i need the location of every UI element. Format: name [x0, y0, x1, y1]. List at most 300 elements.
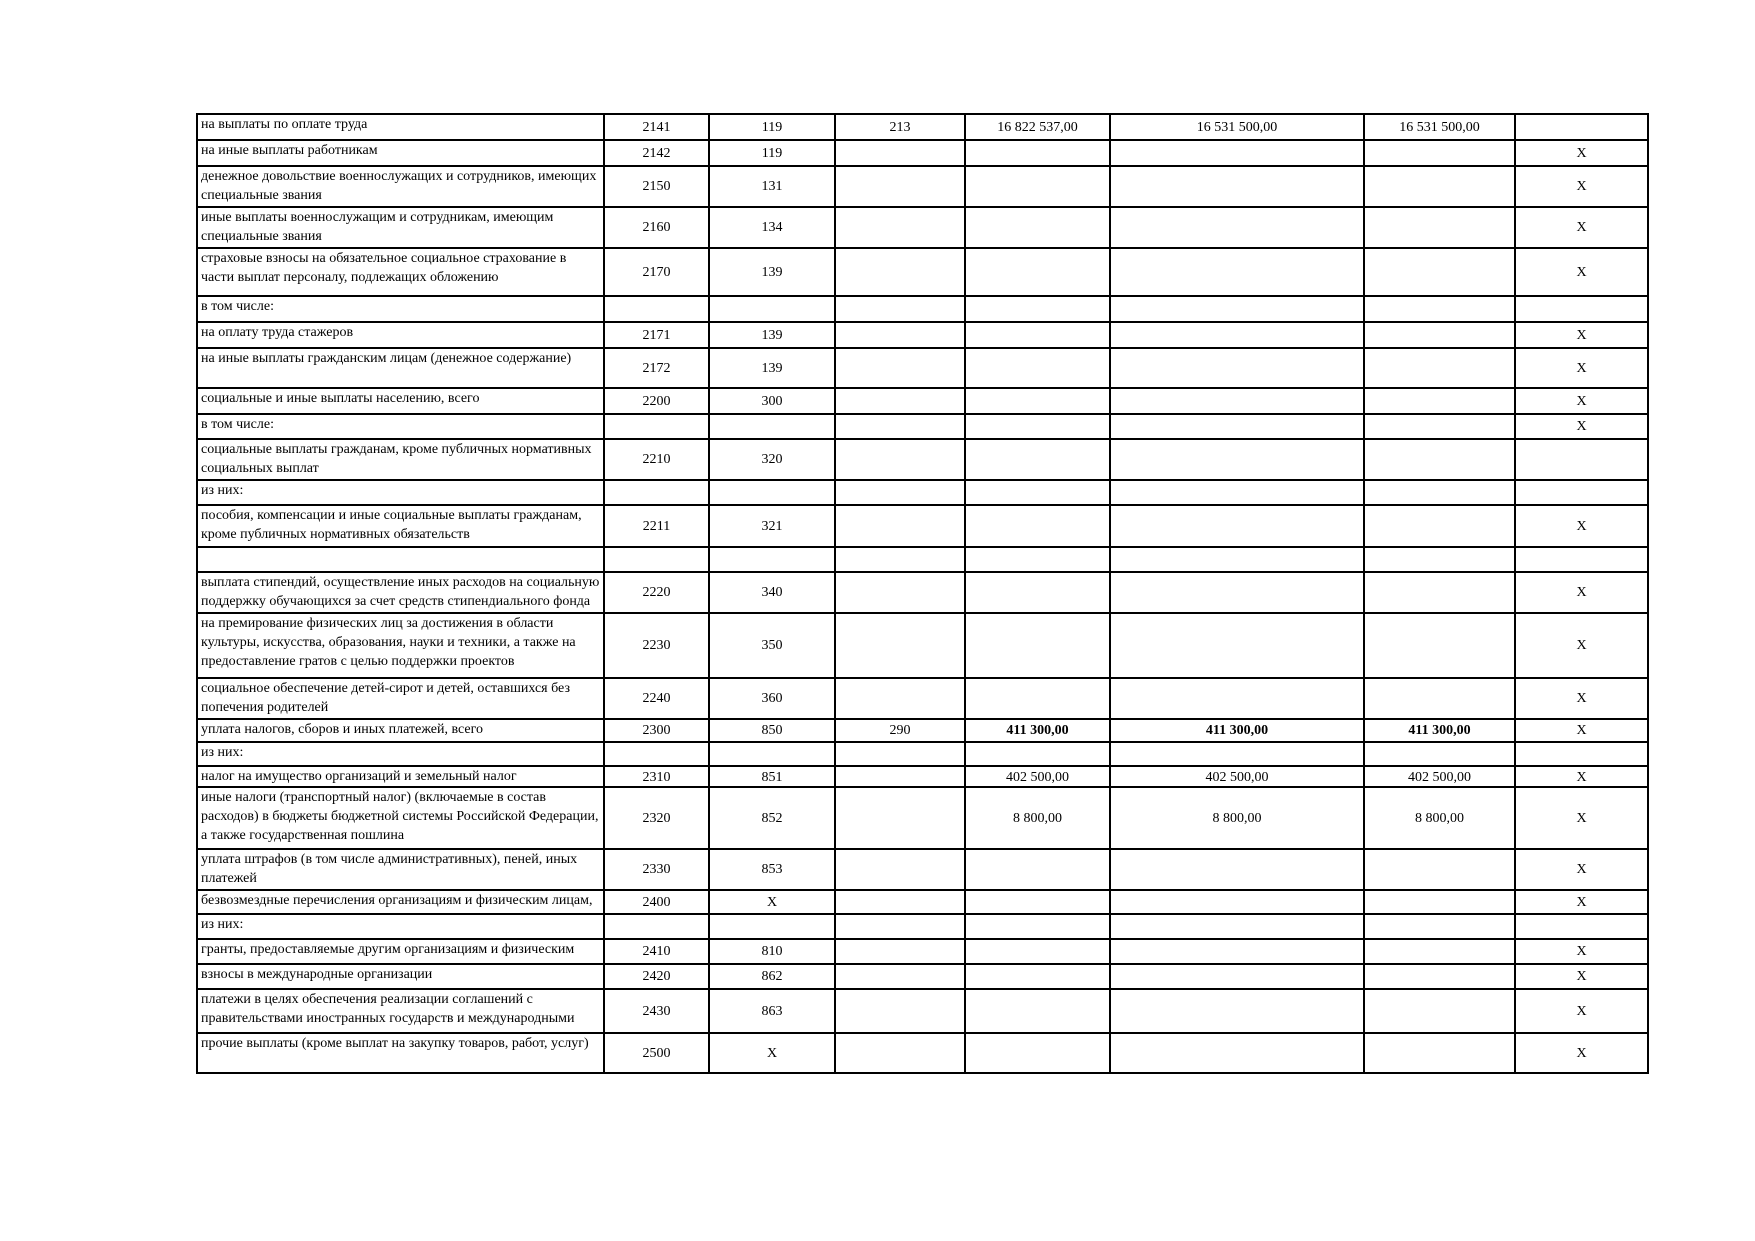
row-year1-cell	[965, 388, 1110, 414]
row-year2-cell	[1110, 849, 1364, 890]
row-code-cell	[604, 348, 709, 388]
row-kbk-cell	[709, 414, 835, 439]
row-code-cell	[604, 296, 709, 322]
table-row	[197, 572, 1648, 613]
row-year3-cell	[1364, 388, 1515, 414]
row-name-cell	[197, 114, 604, 140]
row-year3-cell	[1364, 742, 1515, 766]
row-kbk-text: 360	[761, 691, 783, 706]
row-year2-cell	[1110, 1033, 1364, 1073]
row-code-cell	[604, 719, 709, 742]
row-kbk-text: X	[766, 894, 778, 910]
row-name-cell	[197, 207, 604, 248]
row-year2-cell	[1110, 505, 1364, 547]
row-year2-cell	[1110, 166, 1364, 207]
row-mark-cell	[1515, 207, 1648, 248]
row-code-text: 2142	[642, 145, 671, 161]
table-row	[197, 439, 1648, 480]
row-year2-cell	[1110, 787, 1364, 849]
row-name-text: налог на имущество организаций и земельный налог	[201, 769, 517, 784]
row-name-cell	[197, 439, 604, 480]
row-kosgu-cell	[835, 439, 965, 480]
row-mark-cell	[1515, 964, 1648, 989]
row-year2-cell	[1110, 719, 1364, 742]
row-mark-cell	[1515, 439, 1648, 480]
row-name-text: пособия, компенсации и иные социальные выплаты гражданам, кроме публичных нормативных обязательств	[201, 508, 582, 542]
row-kbk-text: 131	[761, 179, 783, 194]
row-mark-cell	[1515, 678, 1648, 719]
row-name-cell	[197, 787, 604, 849]
row-mark-text: X	[1576, 419, 1587, 434]
row-name-cell	[197, 322, 604, 348]
row-year2-cell	[1110, 766, 1364, 787]
row-code-text: 2410	[642, 944, 671, 959]
row-kbk-cell	[709, 348, 835, 388]
row-kbk-cell	[709, 140, 835, 166]
table-row	[197, 480, 1648, 505]
row-year3-cell	[1364, 140, 1515, 166]
row-code-text: 2230	[642, 638, 671, 653]
row-name-text: страховые взносы на обязательное социальное страхование в части выплат персоналу, подлежащих обложению	[201, 251, 567, 285]
row-mark-cell	[1515, 613, 1648, 678]
row-kbk-cell	[709, 890, 835, 914]
row-name-text: на выплаты по оплате труда	[201, 117, 368, 132]
row-year1-cell	[965, 207, 1110, 248]
row-kosgu-cell	[835, 849, 965, 890]
row-mark-text: X	[1576, 145, 1587, 161]
row-code-text: 2220	[642, 585, 671, 600]
row-kbk-text: 300	[761, 393, 783, 409]
row-code-cell	[604, 166, 709, 207]
row-kbk-cell	[709, 572, 835, 613]
row-kosgu-cell	[835, 166, 965, 207]
row-year3-text: 8 800,00	[1415, 810, 1464, 826]
row-year2-cell	[1110, 914, 1364, 939]
table-row	[197, 505, 1648, 547]
row-mark-text: X	[1576, 691, 1587, 706]
row-kosgu-cell	[835, 348, 965, 388]
row-year1-cell	[965, 742, 1110, 766]
table-row	[197, 939, 1648, 964]
row-year1-cell	[965, 348, 1110, 388]
row-kosgu-text: 213	[889, 119, 911, 135]
row-kosgu-cell	[835, 914, 965, 939]
row-name-cell	[197, 939, 604, 964]
financial-plan-table	[196, 113, 1649, 1074]
row-year2-cell	[1110, 547, 1364, 572]
row-name-text: на премирование физических лиц за достижения в области культуры, искусства, образования, науки и техники, а также на предоставление гратов с целью поддержки проектов	[201, 616, 576, 669]
row-year1-cell	[965, 719, 1110, 742]
row-year3-cell	[1364, 114, 1515, 140]
row-mark-cell	[1515, 480, 1648, 505]
table-row	[197, 1033, 1648, 1073]
row-mark-text: X	[1576, 179, 1587, 194]
row-year1-cell	[965, 505, 1110, 547]
row-code-text: 2400	[642, 894, 671, 910]
row-kbk-cell	[709, 766, 835, 787]
row-code-cell	[604, 439, 709, 480]
table-row	[197, 114, 1648, 140]
row-name-text: взносы в международные организации	[201, 967, 433, 982]
row-name-text: выплата стипендий, осуществление иных расходов на социальную поддержку обучающихся за счет средств стипендиального фонда	[201, 575, 600, 609]
row-code-cell	[604, 414, 709, 439]
row-year3-text: 402 500,00	[1408, 769, 1471, 785]
row-code-text: 2430	[642, 1003, 671, 1019]
row-code-cell	[604, 890, 709, 914]
row-name-cell	[197, 348, 604, 388]
row-kbk-text: 851	[761, 769, 783, 785]
row-year1-cell	[965, 414, 1110, 439]
row-mark-text: X	[1576, 969, 1587, 984]
row-year2-cell	[1110, 480, 1364, 505]
row-code-text: 2200	[642, 393, 671, 409]
row-name-cell	[197, 296, 604, 322]
row-kosgu-cell	[835, 766, 965, 787]
document-page	[196, 113, 1649, 1074]
row-name-cell	[197, 766, 604, 787]
row-year1-cell	[965, 939, 1110, 964]
table-row	[197, 742, 1648, 766]
row-year3-cell	[1364, 787, 1515, 849]
row-year2-cell	[1110, 890, 1364, 914]
row-name-text: уплата штрафов (в том числе административных), пеней, иных платежей	[201, 852, 578, 886]
row-year3-cell	[1364, 547, 1515, 572]
row-year2-cell	[1110, 678, 1364, 719]
row-kbk-text: 350	[761, 638, 783, 653]
row-name-cell	[197, 505, 604, 547]
row-year2-cell	[1110, 388, 1364, 414]
row-kbk-cell	[709, 480, 835, 505]
row-kbk-cell	[709, 296, 835, 322]
row-year3-cell	[1364, 849, 1515, 890]
row-mark-text: X	[1576, 220, 1587, 235]
row-mark-text: X	[1576, 638, 1587, 653]
row-kbk-cell	[709, 322, 835, 348]
row-kbk-text: 119	[761, 119, 783, 135]
row-mark-text: X	[1576, 1003, 1587, 1019]
row-kbk-cell	[709, 787, 835, 849]
row-year2-cell	[1110, 439, 1364, 480]
row-year1-cell	[965, 322, 1110, 348]
row-code-text: 2170	[642, 264, 671, 280]
row-code-cell	[604, 140, 709, 166]
row-kbk-cell	[709, 914, 835, 939]
row-code-text: 2310	[642, 769, 671, 785]
row-mark-text: X	[1576, 894, 1587, 910]
row-code-cell	[604, 505, 709, 547]
row-name-cell	[197, 248, 604, 296]
row-year3-cell	[1364, 439, 1515, 480]
row-kbk-text: 320	[761, 452, 783, 467]
row-mark-text: X	[1576, 360, 1587, 376]
row-year1-cell	[965, 547, 1110, 572]
row-year3-cell	[1364, 989, 1515, 1033]
row-year1-cell	[965, 890, 1110, 914]
row-year1-cell	[965, 248, 1110, 296]
table-row	[197, 766, 1648, 787]
row-year1-text: 411 300,00	[1006, 723, 1069, 738]
row-mark-text: X	[1576, 1045, 1587, 1061]
row-name-text: в том числе:	[201, 417, 274, 432]
row-year3-cell	[1364, 166, 1515, 207]
row-year1-cell	[965, 114, 1110, 140]
row-name-cell	[197, 890, 604, 914]
row-mark-text: X	[1576, 723, 1587, 738]
row-code-cell	[604, 248, 709, 296]
table-row	[197, 207, 1648, 248]
row-mark-cell	[1515, 890, 1648, 914]
row-kbk-cell	[709, 505, 835, 547]
row-year1-cell	[965, 480, 1110, 505]
row-kosgu-cell	[835, 890, 965, 914]
row-name-cell	[197, 719, 604, 742]
row-kbk-cell	[709, 388, 835, 414]
row-kbk-cell	[709, 989, 835, 1033]
row-mark-cell	[1515, 989, 1648, 1033]
row-kbk-cell	[709, 613, 835, 678]
row-year2-cell	[1110, 989, 1364, 1033]
table-row	[197, 914, 1648, 939]
row-year3-cell	[1364, 207, 1515, 248]
row-mark-cell	[1515, 766, 1648, 787]
row-name-text: на оплату труда стажеров	[201, 325, 354, 340]
table-row	[197, 166, 1648, 207]
table-row	[197, 414, 1648, 439]
row-mark-cell	[1515, 166, 1648, 207]
row-kbk-cell	[709, 547, 835, 572]
row-kosgu-cell	[835, 140, 965, 166]
row-kbk-cell	[709, 964, 835, 989]
row-year2-text: 16 531 500,00	[1196, 119, 1278, 135]
table-row	[197, 678, 1648, 719]
row-code-cell	[604, 989, 709, 1033]
row-year2-cell	[1110, 348, 1364, 388]
row-kosgu-cell	[835, 480, 965, 505]
row-name-cell	[197, 914, 604, 939]
row-year3-cell	[1364, 572, 1515, 613]
row-kbk-cell	[709, 439, 835, 480]
row-year2-cell	[1110, 572, 1364, 613]
row-mark-cell	[1515, 388, 1648, 414]
row-year3-cell	[1364, 964, 1515, 989]
row-mark-cell	[1515, 572, 1648, 613]
row-code-cell	[604, 572, 709, 613]
table-row	[197, 964, 1648, 989]
row-mark-cell	[1515, 787, 1648, 849]
row-code-text: 2420	[642, 969, 671, 984]
table-row	[197, 140, 1648, 166]
row-kbk-cell	[709, 719, 835, 742]
row-year1-cell	[965, 140, 1110, 166]
row-year3-cell	[1364, 322, 1515, 348]
row-year2-text: 8 800,00	[1212, 810, 1262, 826]
row-kosgu-cell	[835, 1033, 965, 1073]
row-mark-cell	[1515, 348, 1648, 388]
row-mark-text: X	[1576, 944, 1587, 959]
row-code-cell	[604, 964, 709, 989]
row-year3-cell	[1364, 1033, 1515, 1073]
row-year2-cell	[1110, 248, 1364, 296]
row-mark-cell	[1515, 742, 1648, 766]
row-code-cell	[604, 207, 709, 248]
row-mark-text: X	[1576, 327, 1587, 343]
row-kbk-text: 340	[761, 585, 783, 600]
row-mark-text: X	[1576, 769, 1587, 785]
row-mark-text: X	[1576, 393, 1587, 409]
row-kosgu-cell	[835, 678, 965, 719]
row-code-cell	[604, 678, 709, 719]
row-code-cell	[604, 742, 709, 766]
row-year3-cell	[1364, 248, 1515, 296]
row-kbk-cell	[709, 678, 835, 719]
row-kbk-text: 119	[761, 145, 783, 161]
row-mark-text: X	[1576, 518, 1587, 534]
row-kosgu-cell	[835, 572, 965, 613]
row-name-text: социальное обеспечение детей-сирот и детей, оставшихся без попечения родителей	[201, 681, 570, 715]
row-code-cell	[604, 766, 709, 787]
row-mark-text: X	[1576, 862, 1587, 877]
row-year2-cell	[1110, 140, 1364, 166]
row-year3-cell	[1364, 613, 1515, 678]
row-code-cell	[604, 547, 709, 572]
row-kbk-cell	[709, 114, 835, 140]
row-year3-cell	[1364, 939, 1515, 964]
row-kbk-cell	[709, 248, 835, 296]
table-row	[197, 248, 1648, 296]
row-year1-cell	[965, 989, 1110, 1033]
row-year2-cell	[1110, 742, 1364, 766]
row-mark-cell	[1515, 414, 1648, 439]
row-kbk-text: 139	[761, 327, 783, 343]
row-kosgu-cell	[835, 547, 965, 572]
row-code-text: 2211	[642, 518, 671, 534]
row-kbk-text: 139	[761, 264, 783, 280]
row-year3-cell	[1364, 296, 1515, 322]
row-name-text: на иные выплаты работникам	[201, 143, 378, 158]
row-year1-text: 16 822 537,00	[997, 119, 1078, 135]
row-kbk-cell	[709, 1033, 835, 1073]
row-name-text: из них:	[201, 917, 244, 932]
row-code-cell	[604, 914, 709, 939]
row-year1-cell	[965, 613, 1110, 678]
row-kosgu-cell	[835, 414, 965, 439]
row-kbk-cell	[709, 166, 835, 207]
row-code-cell	[604, 322, 709, 348]
row-year1-cell	[965, 849, 1110, 890]
row-name-cell	[197, 547, 604, 572]
row-kbk-cell	[709, 939, 835, 964]
row-mark-cell	[1515, 505, 1648, 547]
row-year3-cell	[1364, 480, 1515, 505]
row-kosgu-cell	[835, 322, 965, 348]
row-mark-text: X	[1576, 810, 1587, 826]
row-year2-cell	[1110, 296, 1364, 322]
row-kosgu-cell	[835, 989, 965, 1033]
row-mark-cell	[1515, 719, 1648, 742]
row-year2-cell	[1110, 114, 1364, 140]
row-year2-cell	[1110, 939, 1364, 964]
row-mark-cell	[1515, 914, 1648, 939]
row-code-cell	[604, 388, 709, 414]
row-year1-text: 8 800,00	[1013, 810, 1062, 826]
row-kbk-text: 139	[761, 360, 783, 376]
row-code-cell	[604, 939, 709, 964]
row-kbk-text: 862	[761, 969, 783, 984]
row-code-text: 2171	[642, 327, 671, 343]
row-mark-cell	[1515, 547, 1648, 572]
row-year2-cell	[1110, 322, 1364, 348]
row-code-cell	[604, 114, 709, 140]
row-code-text: 2240	[642, 691, 671, 706]
row-mark-cell	[1515, 939, 1648, 964]
row-kosgu-cell	[835, 296, 965, 322]
row-code-cell	[604, 849, 709, 890]
row-kosgu-cell	[835, 505, 965, 547]
row-name-cell	[197, 414, 604, 439]
row-mark-text: X	[1576, 585, 1587, 600]
row-kbk-text: 853	[761, 862, 783, 877]
row-year2-cell	[1110, 964, 1364, 989]
row-year1-cell	[965, 787, 1110, 849]
row-code-text: 2500	[642, 1045, 671, 1061]
row-name-text: иные выплаты военнослужащим и сотрудникам, имеющим специальные звания	[201, 210, 554, 244]
row-kosgu-cell	[835, 248, 965, 296]
row-code-text: 2320	[642, 810, 671, 826]
row-code-text: 2160	[642, 220, 671, 235]
row-kosgu-cell	[835, 613, 965, 678]
row-mark-cell	[1515, 322, 1648, 348]
row-year3-cell	[1364, 678, 1515, 719]
row-mark-cell	[1515, 849, 1648, 890]
row-name-text: из них:	[201, 745, 244, 760]
row-mark-cell	[1515, 1033, 1648, 1073]
row-name-cell	[197, 572, 604, 613]
row-mark-cell	[1515, 248, 1648, 296]
row-code-cell	[604, 787, 709, 849]
row-code-text: 2150	[642, 179, 671, 194]
row-code-cell	[604, 1033, 709, 1073]
row-mark-text: X	[1576, 264, 1587, 280]
row-code-text: 2172	[642, 360, 671, 376]
row-name-cell	[197, 166, 604, 207]
row-name-text: платежи в целях обеспечения реализации соглашений с правительствами иностранных государств и международными	[201, 992, 575, 1026]
row-name-text: денежное довольствие военнослужащих и сотрудников, имеющих специальные звания	[201, 169, 597, 203]
row-name-text: иные налоги (транспортный налог) (включаемые в состав расходов) в бюджеты бюджетной системы Российской Федерации, а также государственная пошлина	[201, 790, 599, 843]
row-year2-cell	[1110, 414, 1364, 439]
table-body	[197, 114, 1648, 1073]
row-name-text: социальные и иные выплаты населению, всего	[201, 391, 480, 406]
row-year1-cell	[965, 166, 1110, 207]
row-name-cell	[197, 613, 604, 678]
row-kbk-text: 134	[761, 220, 783, 235]
row-kosgu-cell	[835, 388, 965, 414]
row-kosgu-cell	[835, 114, 965, 140]
row-year1-cell	[965, 296, 1110, 322]
row-year3-cell	[1364, 348, 1515, 388]
row-name-cell	[197, 140, 604, 166]
row-name-cell	[197, 480, 604, 505]
row-kbk-cell	[709, 742, 835, 766]
row-name-text: гранты, предоставляемые другим организациям и физическим	[201, 942, 575, 957]
row-mark-cell	[1515, 114, 1648, 140]
row-name-text: уплата налогов, сборов и иных платежей, всего	[201, 722, 484, 737]
row-name-text: в том числе:	[201, 299, 274, 314]
row-name-cell	[197, 388, 604, 414]
row-year3-cell	[1364, 719, 1515, 742]
row-kosgu-cell	[835, 719, 965, 742]
row-kbk-cell	[709, 849, 835, 890]
row-code-cell	[604, 613, 709, 678]
